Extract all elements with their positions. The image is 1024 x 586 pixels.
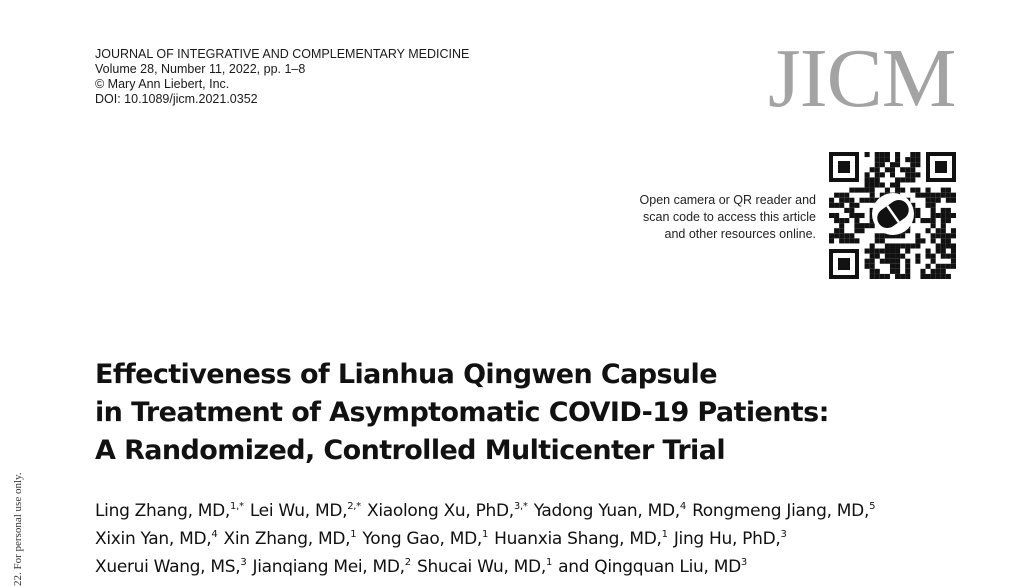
qr-module <box>844 233 849 238</box>
qr-module <box>910 167 915 172</box>
qr-module <box>875 269 880 274</box>
qr-module <box>870 193 875 198</box>
qr-module <box>915 243 920 248</box>
qr-module <box>905 269 910 274</box>
qr-module <box>870 188 875 193</box>
qr-module <box>941 228 946 233</box>
qr-module <box>936 243 941 248</box>
author-name: Xiaolong Xu, PhD, <box>366 501 514 521</box>
qr-module <box>865 249 870 254</box>
qr-module <box>839 198 844 203</box>
qr-module <box>936 228 941 233</box>
qr-module <box>905 172 910 177</box>
author-affiliation: 2,* <box>347 501 361 512</box>
qr-module <box>915 259 920 264</box>
qr-module <box>951 228 956 233</box>
qr-module <box>931 254 936 259</box>
qr-module <box>870 182 875 187</box>
qr-module <box>885 167 890 172</box>
qr-module <box>829 198 834 203</box>
qr-module <box>900 274 905 279</box>
qr-module <box>895 274 900 279</box>
author-name: Xin Zhang, MD, <box>223 529 351 549</box>
qr-module <box>941 218 946 223</box>
qr-module <box>936 193 941 198</box>
qr-module <box>946 238 951 243</box>
qr-module <box>946 233 951 238</box>
qr-module <box>829 233 834 238</box>
qr-module <box>905 167 910 172</box>
qr-module <box>834 193 839 198</box>
qr-module <box>920 218 925 223</box>
qr-module <box>931 269 936 274</box>
qr-module <box>905 157 910 162</box>
qr-module <box>854 228 859 233</box>
qr-module <box>905 259 910 264</box>
qr-module <box>875 233 880 238</box>
qr-module <box>915 193 920 198</box>
author-line <box>95 497 876 525</box>
qr-module <box>890 269 895 274</box>
journal-volume: Volume 28, Number 11, 2022, pp. 1–8 <box>95 62 306 76</box>
qr-module <box>870 177 875 182</box>
qr-module <box>915 152 920 157</box>
qr-module <box>936 264 941 269</box>
qr-module <box>915 162 920 167</box>
qr-module <box>900 177 905 182</box>
qr-module <box>931 203 936 208</box>
author-affiliation: 1 <box>545 557 552 568</box>
qr-module <box>920 193 925 198</box>
qr-module <box>854 218 859 223</box>
qr-module <box>859 223 864 228</box>
qr-module <box>844 198 849 203</box>
qr-module <box>839 218 844 223</box>
qr-module <box>885 152 890 157</box>
qr-module <box>839 193 844 198</box>
qr-module <box>941 193 946 198</box>
qr-module <box>936 249 941 254</box>
author-name: Yadong Yuan, MD, <box>533 501 680 521</box>
qr-module <box>834 218 839 223</box>
qr-instructions-line1: Open camera or QR reader and <box>639 193 816 207</box>
qr-module <box>895 162 900 167</box>
qr-module <box>920 269 925 274</box>
qr-module <box>905 274 910 279</box>
qr-module <box>905 264 910 269</box>
qr-module <box>870 264 875 269</box>
qr-module <box>941 188 946 193</box>
qr-module <box>941 208 946 213</box>
qr-module <box>915 208 920 213</box>
qr-module <box>895 157 900 162</box>
author-name: Lei Wu, MD, <box>249 501 348 521</box>
qr-module <box>926 228 931 233</box>
qr-module <box>875 177 880 182</box>
qr-module <box>951 259 956 264</box>
qr-module <box>951 254 956 259</box>
qr-module <box>885 274 890 279</box>
qr-module <box>875 182 880 187</box>
qr-module <box>880 152 885 157</box>
capsule-icon <box>872 193 914 235</box>
title-line-3: A Randomized, Controlled Multicenter Trial <box>95 435 725 466</box>
qr-module <box>890 264 895 269</box>
qr-module <box>890 162 895 167</box>
qr-module <box>885 259 890 264</box>
qr-module <box>915 172 920 177</box>
qr-module <box>859 198 864 203</box>
author-affiliation: 1,* <box>230 501 244 512</box>
title-line-1: Effectiveness of Lianhua Qingwen Capsule <box>95 359 717 390</box>
qr-module <box>890 167 895 172</box>
qr-module <box>946 198 951 203</box>
author-name: Shucai Wu, MD, <box>416 557 546 577</box>
qr-module <box>926 249 931 254</box>
article-title <box>95 356 829 470</box>
author-affiliation: 1 <box>350 529 357 540</box>
qr-module <box>900 243 905 248</box>
qr-module <box>875 167 880 172</box>
qr-module <box>890 243 895 248</box>
qr-module <box>875 249 880 254</box>
qr-module <box>870 223 875 228</box>
qr-module <box>900 254 905 259</box>
qr-module <box>915 157 920 162</box>
qr-module <box>946 193 951 198</box>
qr-module <box>941 238 946 243</box>
qr-module <box>865 259 870 264</box>
qr-module <box>946 188 951 193</box>
qr-module <box>890 254 895 259</box>
qr-module <box>885 254 890 259</box>
qr-module <box>931 274 936 279</box>
author-name: Jianqiang Mei, MD, <box>252 557 405 577</box>
qr-module <box>951 193 956 198</box>
qr-module <box>926 198 931 203</box>
qr-module <box>849 238 854 243</box>
qr-module <box>946 274 951 279</box>
author-name: Huanxia Shang, MD, <box>494 529 662 549</box>
qr-module <box>890 249 895 254</box>
qr-module <box>854 213 859 218</box>
author-affiliation: 1 <box>661 529 668 540</box>
qr-module <box>844 193 849 198</box>
qr-module <box>920 274 925 279</box>
qr-module <box>844 238 849 243</box>
qr-module <box>905 177 910 182</box>
author-affiliation: 3 <box>240 557 247 568</box>
author-name: and Qingquan Liu, MD <box>558 557 741 577</box>
journal-logo: JICM <box>768 32 956 125</box>
qr-module <box>854 188 859 193</box>
qr-module <box>890 182 895 187</box>
qr-module <box>895 188 900 193</box>
qr-module <box>839 223 844 228</box>
qr-module <box>951 213 956 218</box>
qr-module <box>941 254 946 259</box>
qr-module <box>875 162 880 167</box>
qr-module <box>895 243 900 248</box>
qr-module <box>839 228 844 233</box>
qr-module <box>895 259 900 264</box>
qr-module <box>870 243 875 248</box>
qr-module <box>875 172 880 177</box>
qr-module <box>880 249 885 254</box>
author-name: Ling Zhang, MD, <box>95 501 231 521</box>
qr-module <box>849 203 854 208</box>
qr-instructions-line2: scan code to access this article <box>643 210 816 224</box>
qr-module <box>859 213 864 218</box>
qr-module <box>865 182 870 187</box>
author-line <box>95 553 876 581</box>
qr-module <box>946 208 951 213</box>
qr-module <box>839 203 844 208</box>
qr-module <box>931 198 936 203</box>
qr-module <box>880 157 885 162</box>
qr-module <box>936 198 941 203</box>
qr-module <box>854 223 859 228</box>
qr-module <box>885 157 890 162</box>
journal-name: JOURNAL OF INTEGRATIVE AND COMPLEMENTARY MEDICINE <box>95 47 470 61</box>
qr-module <box>900 188 905 193</box>
qr-module <box>895 269 900 274</box>
qr-module <box>910 162 915 167</box>
qr-module <box>910 172 915 177</box>
qr-module <box>880 162 885 167</box>
qr-module <box>915 238 920 243</box>
qr-module <box>895 182 900 187</box>
qr-module <box>880 172 885 177</box>
qr-module <box>865 223 870 228</box>
qr-module <box>946 264 951 269</box>
qr-module <box>870 198 875 203</box>
qr-module <box>900 233 905 238</box>
qr-module <box>829 213 834 218</box>
qr-module <box>849 208 854 213</box>
qr-module <box>844 208 849 213</box>
qr-module <box>941 243 946 248</box>
qr-module <box>915 254 920 259</box>
qr-module <box>865 172 870 177</box>
qr-module <box>885 243 890 248</box>
qr-module <box>870 254 875 259</box>
author-line <box>95 525 876 553</box>
qr-module <box>931 218 936 223</box>
qr-module <box>834 213 839 218</box>
qr-module <box>931 213 936 218</box>
qr-module <box>870 259 875 264</box>
qr-module <box>926 254 931 259</box>
journal-header <box>95 47 469 107</box>
qr-module <box>870 269 875 274</box>
qr-module <box>849 213 854 218</box>
qr-module <box>910 152 915 157</box>
qr-module <box>865 264 870 269</box>
qr-module <box>885 188 890 193</box>
qr-module <box>839 233 844 238</box>
qr-module <box>849 198 854 203</box>
author-affiliation: 1 <box>481 529 489 540</box>
qr-module <box>844 218 849 223</box>
author-name: Xixin Yan, MD, <box>95 529 212 549</box>
qr-module <box>880 238 885 243</box>
qr-module <box>834 233 839 238</box>
qr-module <box>859 188 864 193</box>
qr-module <box>885 249 890 254</box>
qr-module <box>829 203 834 208</box>
qr-module <box>870 274 875 279</box>
journal-doi[interactable]: DOI: 10.1089/jicm.2021.0352 <box>95 92 258 106</box>
author-affiliation: 2 <box>404 557 411 568</box>
qr-module <box>910 188 915 193</box>
author-affiliation: 4 <box>679 501 686 512</box>
qr-module <box>834 203 839 208</box>
qr-module <box>946 243 951 248</box>
qr-instructions <box>560 192 816 243</box>
qr-module <box>905 243 910 248</box>
author-name: Jing Hu, PhD, <box>673 529 781 549</box>
qr-module <box>875 152 880 157</box>
qr-module <box>951 249 956 254</box>
qr-module <box>941 249 946 254</box>
qr-module <box>941 233 946 238</box>
qr-module <box>895 152 900 157</box>
qr-module <box>859 228 864 233</box>
qr-module <box>915 213 920 218</box>
qr-module <box>849 188 854 193</box>
author-name: Yong Gao, MD, <box>362 529 482 549</box>
qr-module <box>941 274 946 279</box>
author-name: Xuerui Wang, MS, <box>95 557 241 577</box>
author-name: Rongmeng Jiang, MD, <box>692 501 870 521</box>
author-affiliation: 3 <box>780 529 787 540</box>
qr-module <box>839 238 844 243</box>
qr-module <box>936 269 941 274</box>
qr-module <box>880 182 885 187</box>
qr-module <box>854 203 859 208</box>
qr-module <box>910 243 915 248</box>
qr-module <box>875 274 880 279</box>
qr-module <box>905 249 910 254</box>
qr-module <box>946 218 951 223</box>
qr-module <box>865 188 870 193</box>
qr-module <box>941 213 946 218</box>
qr-instructions-line3: and other resources online. <box>664 227 816 241</box>
qr-module <box>900 167 905 172</box>
qr-module <box>931 223 936 228</box>
author-affiliation: 3 <box>740 557 747 568</box>
qr-module <box>941 269 946 274</box>
qr-module <box>931 193 936 198</box>
qr-module <box>926 274 931 279</box>
qr-module <box>910 177 915 182</box>
qr-module <box>931 238 936 243</box>
qr-module <box>946 213 951 218</box>
author-affiliation: 5 <box>869 501 876 512</box>
qr-module <box>915 188 920 193</box>
qr-module <box>834 228 839 233</box>
qr-module <box>931 259 936 264</box>
qr-module <box>951 198 956 203</box>
qr-module <box>875 254 880 259</box>
qr-module <box>854 238 859 243</box>
title-line-2: in Treatment of Asymptomatic COVID-19 Patients: <box>95 397 829 428</box>
qr-module <box>920 238 925 243</box>
qr-module <box>931 208 936 213</box>
qr-module <box>946 254 951 259</box>
qr-module <box>941 223 946 228</box>
qr-module <box>936 274 941 279</box>
qr-module <box>926 203 931 208</box>
author-list <box>95 497 876 581</box>
qr-module <box>829 238 834 243</box>
qr-module <box>865 177 870 182</box>
journal-copyright: © Mary Ann Liebert, Inc. <box>95 77 230 91</box>
qr-module <box>880 233 885 238</box>
qr-module <box>910 157 915 162</box>
qr-module <box>936 233 941 238</box>
qr-module <box>926 218 931 223</box>
qr-module <box>880 259 885 264</box>
qr-code-icon[interactable] <box>829 152 956 279</box>
qr-module <box>951 233 956 238</box>
qr-module <box>936 213 941 218</box>
qr-module <box>951 243 956 248</box>
qr-module <box>890 259 895 264</box>
qr-module <box>926 188 931 193</box>
qr-module <box>926 264 931 269</box>
qr-module <box>895 177 900 182</box>
author-affiliation: 3,* <box>513 501 528 512</box>
qr-module <box>915 233 920 238</box>
qr-module <box>870 167 875 172</box>
qr-module <box>931 233 936 238</box>
qr-module <box>895 254 900 259</box>
qr-module <box>926 193 931 198</box>
qr-module <box>951 264 956 269</box>
qr-module <box>941 264 946 269</box>
qr-module <box>895 249 900 254</box>
qr-module <box>875 157 880 162</box>
qr-module <box>870 249 875 254</box>
side-watermark-text: 22. For personal use only. <box>12 472 24 586</box>
qr-module <box>880 274 885 279</box>
author-affiliation: 4 <box>211 529 218 540</box>
qr-module <box>875 238 880 243</box>
qr-module <box>849 233 854 238</box>
qr-module <box>865 198 870 203</box>
qr-module <box>895 264 900 269</box>
qr-module <box>890 172 895 177</box>
qr-module <box>865 152 870 157</box>
